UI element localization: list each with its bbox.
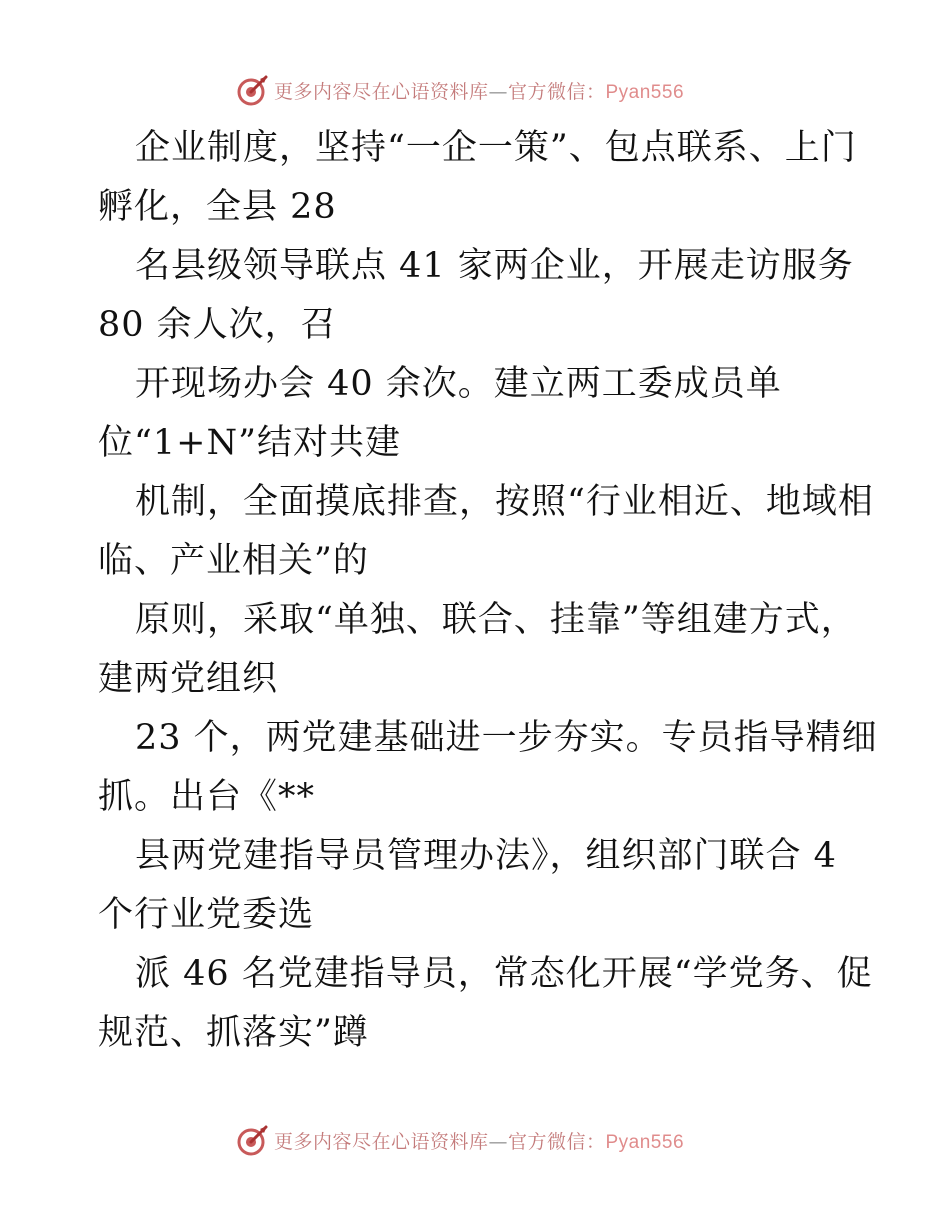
text-line: 位“1+N”结对共建 [98,423,402,463]
text-line: 抓。出台《** [98,777,316,817]
watermark-id: Pyan556 [605,81,685,103]
watermark-text [274,77,684,104]
text-line: 23 个，两党建基础进一步夯实。专员指导精细 [135,718,878,758]
text-line: 80 余人次，召 [98,305,337,345]
watermark-separator: — [488,80,508,103]
watermark-id: Pyan556 [605,1131,685,1153]
watermark-main: 更多内容尽在心语资料库 [273,80,489,103]
watermark-text [274,1127,684,1154]
text-line: 开现场办会 40 余次。建立两工委成员单 [135,364,782,404]
watermark-suffix: 官方微信： [507,1130,606,1153]
text-line: 机制，全面摸底排查，按照“行业相近、地域相 [135,482,874,522]
watermark-suffix: 官方微信： [507,80,606,103]
text-line: 企业制度，坚持“一企一策”、包点联系、上门 [135,128,857,168]
watermark-separator: — [488,1130,508,1153]
text-line: 孵化，全县 28 [98,187,337,227]
watermark-main: 更多内容尽在心语资料库 [273,1130,489,1153]
text-line: 临、产业相关”的 [98,541,369,581]
text-line: 名县级领导联点 41 家两企业，开展走访服务 [135,246,854,286]
text-line: 规范、抓落实”蹲 [98,1013,369,1053]
pen-logo-icon [236,73,270,107]
text-line: 个行业党委选 [98,895,315,935]
watermark-header [0,70,950,110]
pen-logo-icon [236,1123,270,1157]
text-line: 派 46 名党建指导员，常态化开展“学党务、促 [135,954,873,994]
text-line: 县两党建指导员管理办法》，组织部门联合 4 [135,836,837,876]
text-line: 建两党组织 [98,659,279,699]
watermark-footer [0,1120,950,1160]
text-line: 原则，采取“单独、联合、挂靠”等组建方式， [135,600,857,640]
